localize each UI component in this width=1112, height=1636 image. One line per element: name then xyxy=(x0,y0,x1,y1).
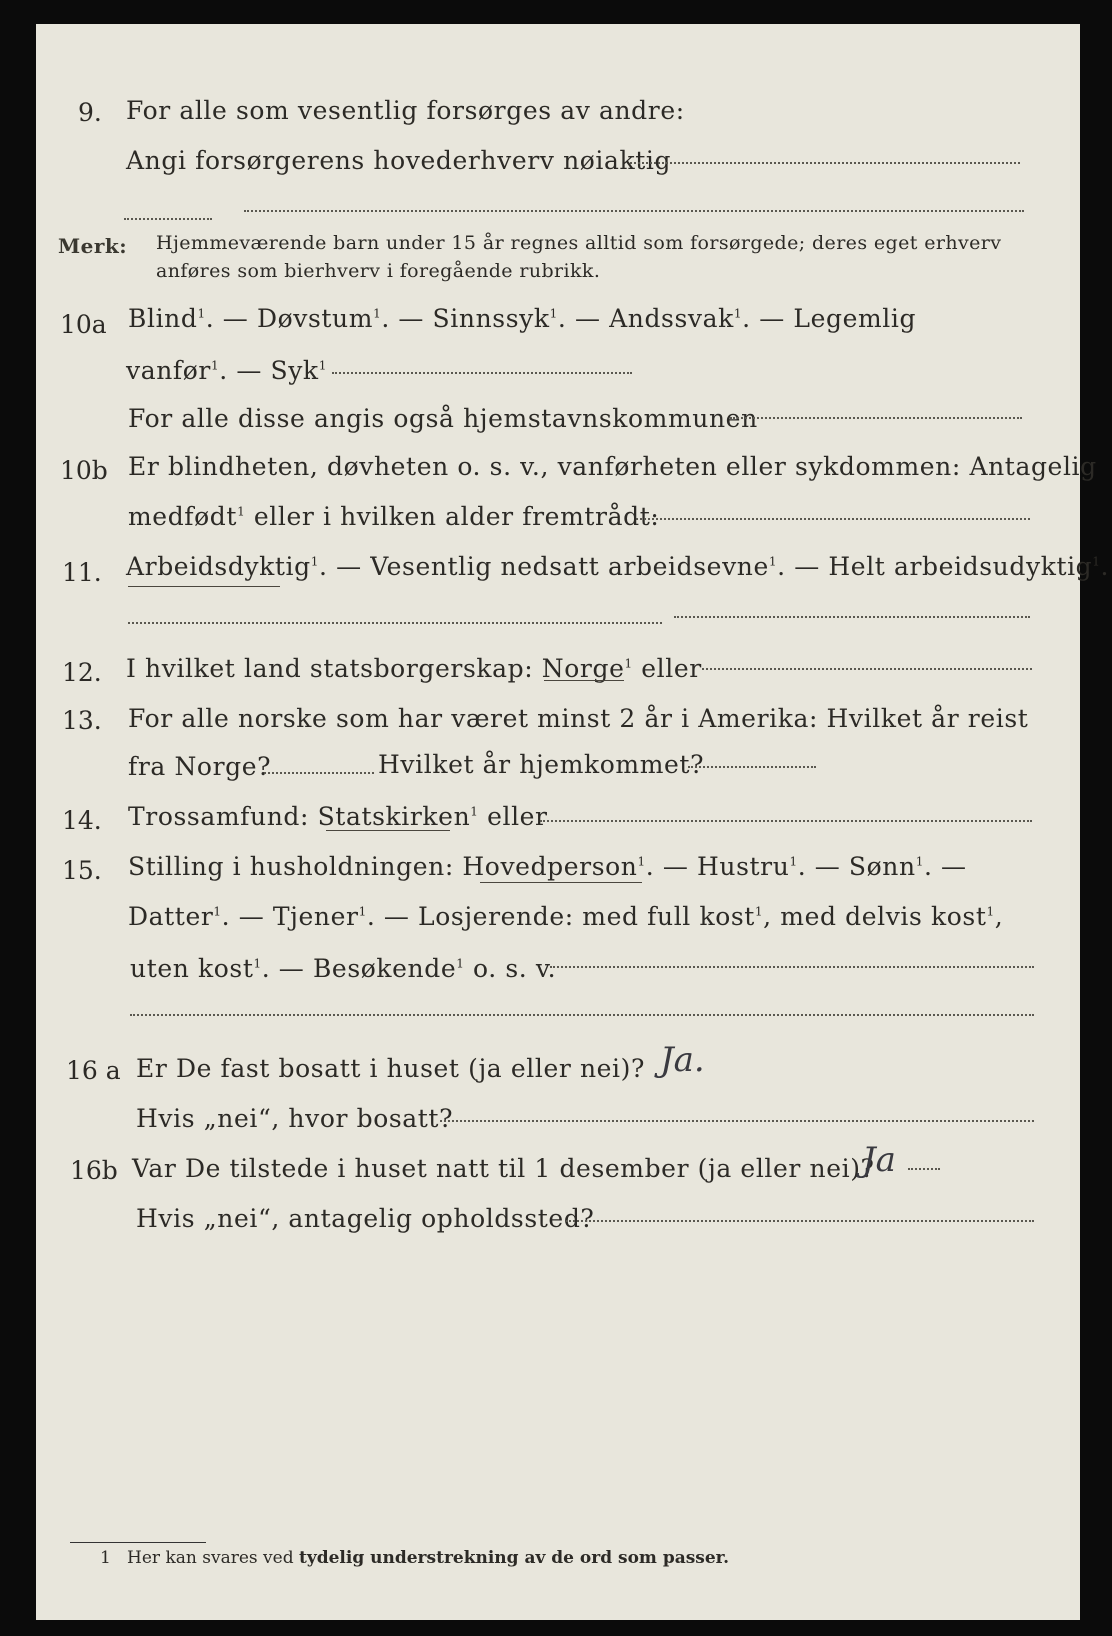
q16a-line2: Hvis „nei“, hvor bosatt? xyxy=(136,1104,454,1133)
q10b-number: 10b xyxy=(60,456,108,485)
answer-line xyxy=(630,162,1020,164)
q13-line1: For alle norske som har været minst 2 år i Amerika: Hvilket år reist xyxy=(128,704,1029,733)
note-line1: Hjemmeværende barn under 15 år regnes alltid som forsørgede; deres eget erhverv xyxy=(156,232,1002,254)
answer-line xyxy=(702,668,1032,670)
answer-line xyxy=(566,1220,1034,1222)
q13-line2b: Hvilket år hjemkommet? xyxy=(378,750,705,779)
answer-line xyxy=(264,772,374,774)
q9-number: 9. xyxy=(78,98,102,127)
underline-mark xyxy=(544,680,624,681)
answer-line xyxy=(540,820,1032,822)
handwritten-answer: Ja. xyxy=(660,1040,705,1080)
answer-line xyxy=(674,616,1030,618)
q16b-line1: Var De tilstede i huset natt til 1 desember (ja eller nei)? xyxy=(132,1154,875,1183)
q14-line1: Trossamfund: Statskirken$^1$ eller xyxy=(128,802,548,831)
answer-line xyxy=(908,1168,940,1170)
answer-line xyxy=(688,766,816,768)
underline-mark xyxy=(326,830,450,831)
q10a-line3: For alle disse angis også hjemstavnskommunen xyxy=(128,404,758,433)
q12-number: 12. xyxy=(62,658,102,687)
q12-line1: I hvilket land statsborgerskap: Norge$^1$ eller xyxy=(126,654,702,683)
answer-line xyxy=(440,1120,1034,1122)
q10a-number: 10a xyxy=(60,310,107,339)
underline-mark xyxy=(480,882,642,883)
footnote-rule xyxy=(70,1542,206,1543)
q16b-number: 16b xyxy=(70,1156,118,1185)
answer-line xyxy=(128,622,662,624)
note-line2: anføres som bierhverv i foregående rubrikk. xyxy=(156,260,601,282)
q9-line1: For alle som vesentlig forsørges av andre: xyxy=(126,96,685,125)
q15-line2: Datter$^1$. — Tjener$^1$. — Losjerende: med full kost$^1$, med delvis kost$^1$, xyxy=(128,902,1004,931)
q15-line3: uten kost$^1$. — Besøkende$^1$ o. s. v. xyxy=(130,954,557,983)
q13-number: 13. xyxy=(62,706,102,735)
q11-line1: Arbeidsdyktig$^1$. — Vesentlig nedsatt arbeidsevne$^1$. — Helt arbeidsudyktig$^1$. xyxy=(126,552,1110,581)
q10a-line1: Blind$^1$. — Døvstum$^1$. — Sinnssyk$^1$. — Andssvak$^1$. — Legemlig xyxy=(128,304,917,333)
q16a-line1: Er De fast bosatt i huset (ja eller nei)? xyxy=(136,1054,645,1083)
q16b-line2: Hvis „nei“, antagelig opholdssted? xyxy=(136,1204,595,1233)
q9-line2: Angi forsørgerens hovederhverv nøiaktig xyxy=(126,146,672,175)
note-label: Merk: xyxy=(58,234,128,258)
footnote: 1 Her kan svares ved tydelig understrekning av de ord som passer. xyxy=(100,1548,729,1568)
answer-line xyxy=(130,1014,1034,1016)
answer-line xyxy=(550,966,1034,968)
q10b-line2: medfødt$^1$ eller i hvilken alder fremtrådt: xyxy=(128,502,660,531)
underline-mark xyxy=(128,586,280,587)
q15-line1: Stilling i husholdningen: Hovedperson$^1$. — Hustru$^1$. — Sønn$^1$. — xyxy=(128,852,967,881)
handwritten-answer: Ja xyxy=(862,1140,896,1180)
census-form-page xyxy=(36,24,1110,1620)
q14-number: 14. xyxy=(62,806,102,835)
answer-line xyxy=(636,518,1030,520)
q15-number: 15. xyxy=(62,856,102,885)
answer-line xyxy=(730,417,1022,419)
q11-number: 11. xyxy=(62,558,102,587)
q10a-line2: vanfør$^1$. — Syk$^1$ xyxy=(126,356,327,385)
q16a-number: 16 a xyxy=(66,1056,121,1085)
answer-line xyxy=(244,210,1024,212)
q13-line2: fra Norge? xyxy=(128,752,272,781)
answer-line xyxy=(124,218,212,220)
answer-line xyxy=(332,372,632,374)
q10b-line1: Er blindheten, døvheten o. s. v., vanførheten eller sykdommen: Antagelig xyxy=(128,452,1097,481)
